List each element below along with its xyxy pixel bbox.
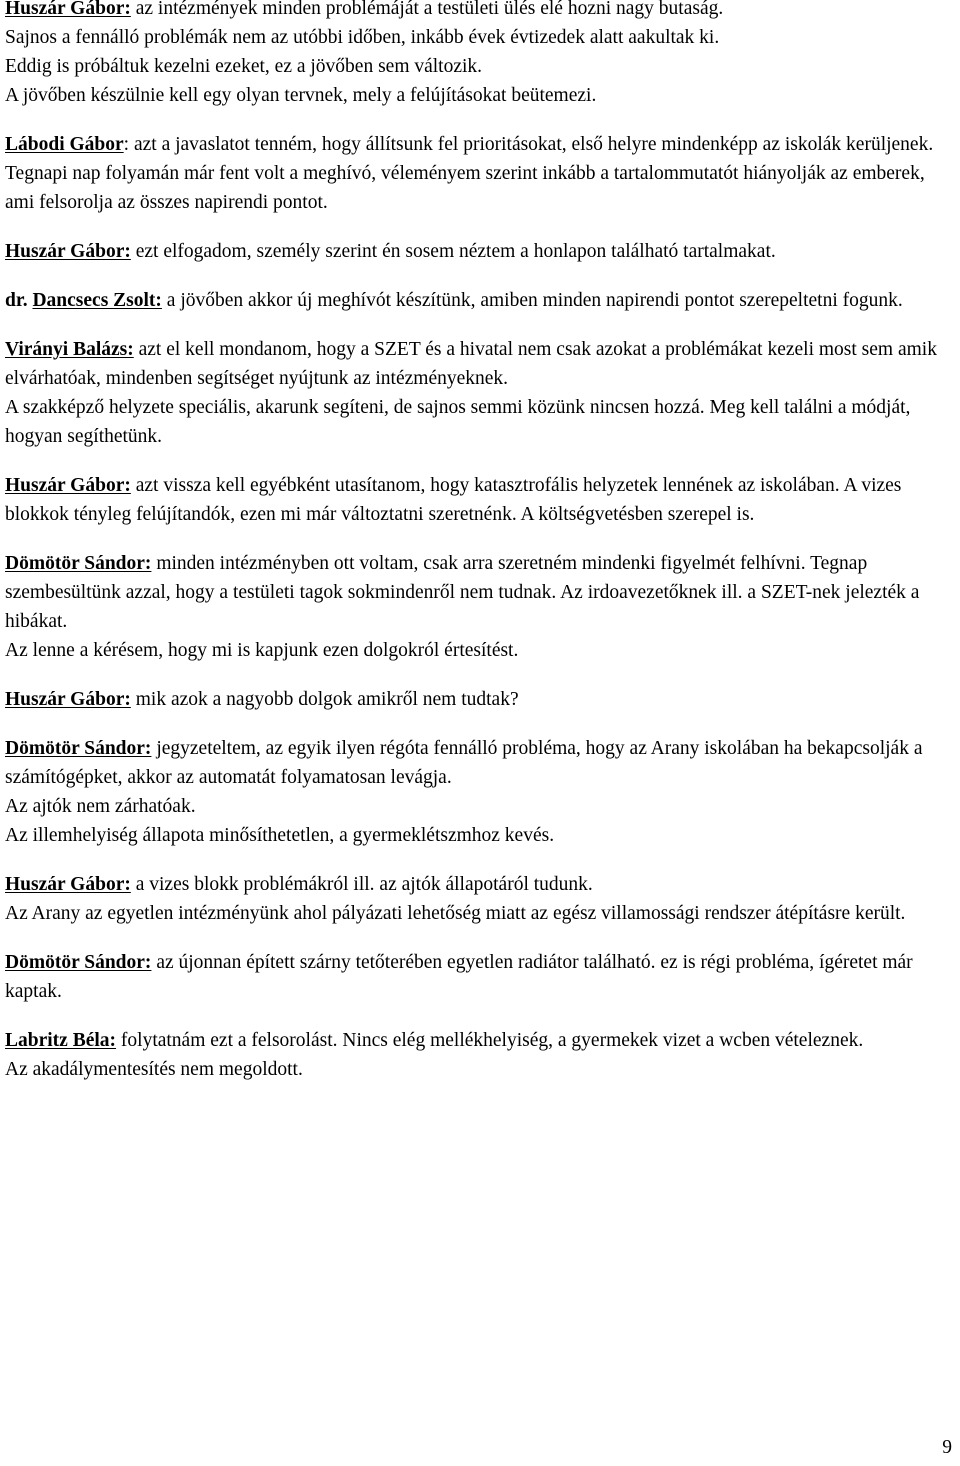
speaker-name: Huszár Gábor: xyxy=(5,689,131,710)
paragraph-text: Az illemhelyiség állapota minősíthetetlen, a gyermeklétszmhoz kevés. xyxy=(5,825,555,846)
speaker-title: dr. xyxy=(5,290,33,311)
speaker-name: Huszár Gábor: xyxy=(5,241,131,262)
paragraph xyxy=(5,734,957,792)
paragraph xyxy=(5,870,957,899)
paragraph-text: a jövőben akkor új meghívót készítünk, amiben minden napirendi pontot szerepeltetni fogunk. xyxy=(161,290,903,311)
speaker-name: Dancsecs Zsolt: xyxy=(32,290,162,311)
paragraph-text: folytatnám ezt a felsorolást. Nincs elég mellékhelyiség, a gyermekek vizet a wcben vételeznek. xyxy=(116,1030,864,1051)
speaker-name: Virányi Balázs: xyxy=(5,339,134,360)
speaker-block xyxy=(5,130,957,217)
paragraph xyxy=(5,130,957,159)
paragraph xyxy=(5,23,957,52)
speaker-name: Huszár Gábor: xyxy=(5,475,131,496)
paragraph xyxy=(5,471,957,529)
paragraph xyxy=(5,948,957,1006)
paragraph xyxy=(5,159,957,217)
paragraph-text: azt vissza kell egyébként utasítanom, hogy katasztrofális helyzetek lennének az iskolában. A vizes blokkok tényleg felújítandók, ezen mi már változtatni szeretnénk. A költségvetésben szerepel is. xyxy=(5,475,902,525)
speaker-name: Dömötör Sándor: xyxy=(5,738,152,759)
paragraph xyxy=(5,1055,957,1084)
paragraph xyxy=(5,81,957,110)
document-body xyxy=(5,0,957,1104)
paragraph xyxy=(5,899,957,928)
paragraph xyxy=(5,237,957,266)
paragraph xyxy=(5,821,957,850)
speaker-block xyxy=(5,335,957,451)
speaker-block xyxy=(5,286,957,315)
paragraph xyxy=(5,335,957,393)
paragraph-text: Tegnapi nap folyamán már fent volt a meghívó, véleményem szerint inkább a tartalommutatót hiányolják az emberek, ami felsorolja az összes napirendi pontot. xyxy=(5,163,925,213)
paragraph-text: Eddig is próbáltuk kezelni ezeket, ez a jövőben sem változik. xyxy=(5,56,483,77)
speaker-name: Lábodi Gábor xyxy=(5,134,124,155)
paragraph-text: az intézmények minden problémáját a testületi ülés elé hozni nagy butaság. xyxy=(130,0,724,19)
speaker-block xyxy=(5,0,957,110)
paragraph-text: minden intézményben ott voltam, csak arra szeretném mindenki figyelmét felhívni. Tegnap szembesültünk azzal, hogy a testületi tagok sokmindenről nem tudnak. Az irdoavezetőknek ill. a SZET-nek jelezték a hibákat. xyxy=(5,553,920,632)
paragraph-text: Az Arany az egyetlen intézményünk ahol pályázati lehetőség miatt az egész villamossági rendszer átépításre került. xyxy=(5,903,906,924)
paragraph-text: ezt elfogadom, személy szerint én sosem néztem a honlapon található tartalmakat. xyxy=(130,241,776,262)
speaker-name: Dömötör Sándor: xyxy=(5,952,152,973)
paragraph xyxy=(5,1026,957,1055)
paragraph-text: az újonnan épített szárny tetőterében egyetlen radiátor található. ez is régi probléma, ígéretet már kaptak. xyxy=(5,952,913,1002)
speaker-block xyxy=(5,948,957,1006)
speaker-block xyxy=(5,549,957,665)
speaker-block xyxy=(5,471,957,529)
speaker-block xyxy=(5,734,957,850)
speaker-name: Huszár Gábor: xyxy=(5,874,131,895)
speaker-block xyxy=(5,870,957,928)
paragraph-text: A szakképző helyzete speciális, akarunk segíteni, de sajnos semmi közünk nincsen hozzá. Meg kell találni a módját, hogyan segíthetünk. xyxy=(5,397,911,447)
speaker-name: Labritz Béla: xyxy=(5,1030,117,1051)
speaker-block xyxy=(5,1026,957,1084)
paragraph-text: mik azok a nagyobb dolgok amikről nem tudtak? xyxy=(130,689,519,710)
paragraph-text: Az lenne a kérésem, hogy mi is kapjunk ezen dolgokról értesítést. xyxy=(5,640,519,661)
paragraph xyxy=(5,685,957,714)
paragraph xyxy=(5,286,957,315)
paragraph-text: Az akadálymentesítés nem megoldott. xyxy=(5,1059,303,1080)
speaker-block xyxy=(5,685,957,714)
paragraph-text: Az ajtók nem zárhatóak. xyxy=(5,796,196,817)
paragraph-text: Sajnos a fennálló problémák nem az utóbbi időben, inkább évek évtizedek alatt aakultak ki. xyxy=(5,27,720,48)
speaker-name: Huszár Gábor: xyxy=(5,0,131,19)
paragraph-text: jegyzeteltem, az egyik ilyen régóta fennálló probléma, hogy az Arany iskolában ha bekapcsolják a számítógépket, akkor az automatát folyamatosan levágja. xyxy=(5,738,923,788)
paragraph xyxy=(5,0,957,23)
paragraph xyxy=(5,393,957,451)
speaker-block xyxy=(5,237,957,266)
page-number: 9 xyxy=(942,1437,952,1458)
paragraph-text: : azt a javaslatot tenném, hogy állítsunk fel prioritásokat, első helyre mindenképp az iskolák kerüljenek. xyxy=(123,134,934,155)
paragraph-text: a vizes blokk problémákról ill. az ajtók állapotáról tudunk. xyxy=(130,874,593,895)
paragraph xyxy=(5,52,957,81)
paragraph xyxy=(5,792,957,821)
paragraph xyxy=(5,549,957,636)
paragraph-text: A jövőben készülnie kell egy olyan tervnek, mely a felújításokat beütemezi. xyxy=(5,85,597,106)
speaker-name: Dömötör Sándor: xyxy=(5,553,152,574)
paragraph xyxy=(5,636,957,665)
paragraph-text: azt el kell mondanom, hogy a SZET és a hivatal nem csak azokat a problémákat kezeli most sem amik elvárhatóak, mindenben segítséget nyújtunk az intézményeknek. xyxy=(5,339,937,389)
